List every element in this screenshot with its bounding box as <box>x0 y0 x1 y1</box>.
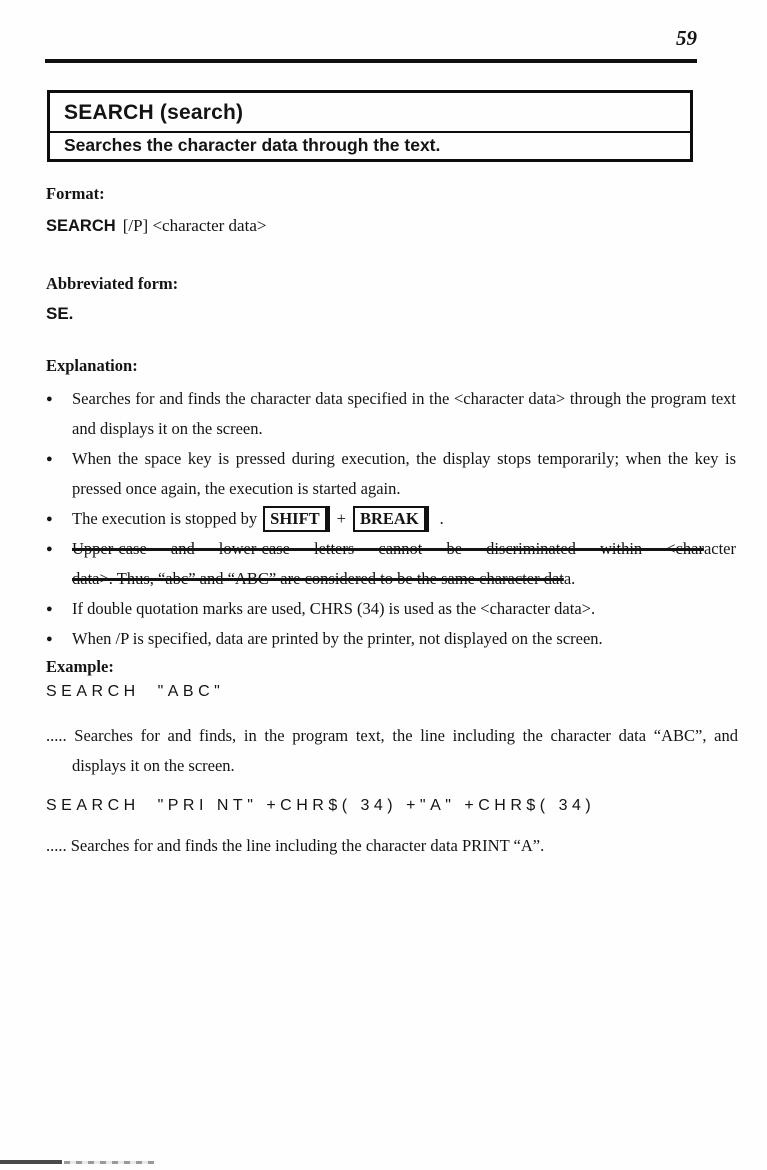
example-description-2: ..... Searches for and finds the line including the character data PRINT “A”. <box>46 836 545 855</box>
bullet-icon: ● <box>46 393 53 405</box>
bullet-text: When the space key is pressed during execution, the display stops temporarily; when the key is pressed once again, the execution is started again. <box>72 449 736 498</box>
bullet-item-3 <box>46 504 736 534</box>
command-subtitle: Searches the character data through the text. <box>64 135 441 155</box>
bullet-text: If double quotation marks are used, CHRS (34) is used as the <character data>. <box>72 599 596 618</box>
bullet-icon: ● <box>46 513 53 525</box>
bullet-pre-text: The execution is stopped by <box>72 509 258 528</box>
scan-artifact <box>0 1160 62 1164</box>
struck-line-1 <box>72 534 736 564</box>
example-description-1: ..... Searches for and finds, in the program text, the line including the character data “ABC”, and displays it on the screen. <box>46 726 738 775</box>
bullet-item-2 <box>46 444 736 504</box>
bullet-text: When /P is specified, data are printed by the printer, not displayed on the screen. <box>72 629 603 648</box>
shift-key: SHIFT <box>263 506 330 532</box>
bullet-post-text: . <box>439 509 444 528</box>
unstruck-text: acter <box>703 539 736 558</box>
struck-text: data>. Thus, “abc” and “ABC” are considered to be the same character dat <box>72 569 564 588</box>
scan-artifact <box>64 1161 154 1164</box>
bullet-text: Searches for and finds the character data specified in the <character data> through the program text and displays it on the screen. <box>72 389 736 438</box>
bullet-icon: ● <box>46 633 53 645</box>
top-rule <box>45 59 697 63</box>
example-label: Example: <box>46 657 114 676</box>
format-syntax: [/P] <character data> <box>122 216 267 235</box>
break-key: BREAK <box>353 506 429 532</box>
bullet-text <box>72 504 736 534</box>
command-title: SEARCH (search) <box>64 101 244 124</box>
bullet-icon: ● <box>46 543 53 555</box>
abbreviated-form-label: Abbreviated form: <box>46 274 179 293</box>
command-header-box <box>47 90 693 162</box>
struck-text: Upper-case and lower-case letters cannot be discriminated within <char <box>72 539 704 558</box>
unstruck-text: a. <box>563 569 576 588</box>
bullet-icon: ● <box>46 603 53 615</box>
format-keyword: SEARCH <box>46 217 116 235</box>
plus-sign: + <box>336 509 346 528</box>
bullet-text-struck <box>72 534 736 594</box>
example-code-1: SEARCH "ABC" <box>46 683 225 700</box>
format-syntax-line <box>46 216 266 236</box>
struck-line-2 <box>72 564 736 594</box>
abbreviated-form-value: SE. <box>46 304 74 323</box>
format-label: Format: <box>46 184 105 203</box>
explanation-bullet-list <box>46 384 736 654</box>
bullet-icon: ● <box>46 453 53 465</box>
bullet-item-1 <box>46 384 736 444</box>
bullet-item-6 <box>46 624 736 654</box>
example-code-2: SEARCH "PRI NT" +CHR$( 34) +"A" +CHR$( 34) <box>46 797 596 814</box>
explanation-label: Explanation: <box>46 356 138 375</box>
bullet-item-4 <box>46 534 736 594</box>
page-number: 59 <box>676 26 697 50</box>
bullet-item-5 <box>46 594 736 624</box>
